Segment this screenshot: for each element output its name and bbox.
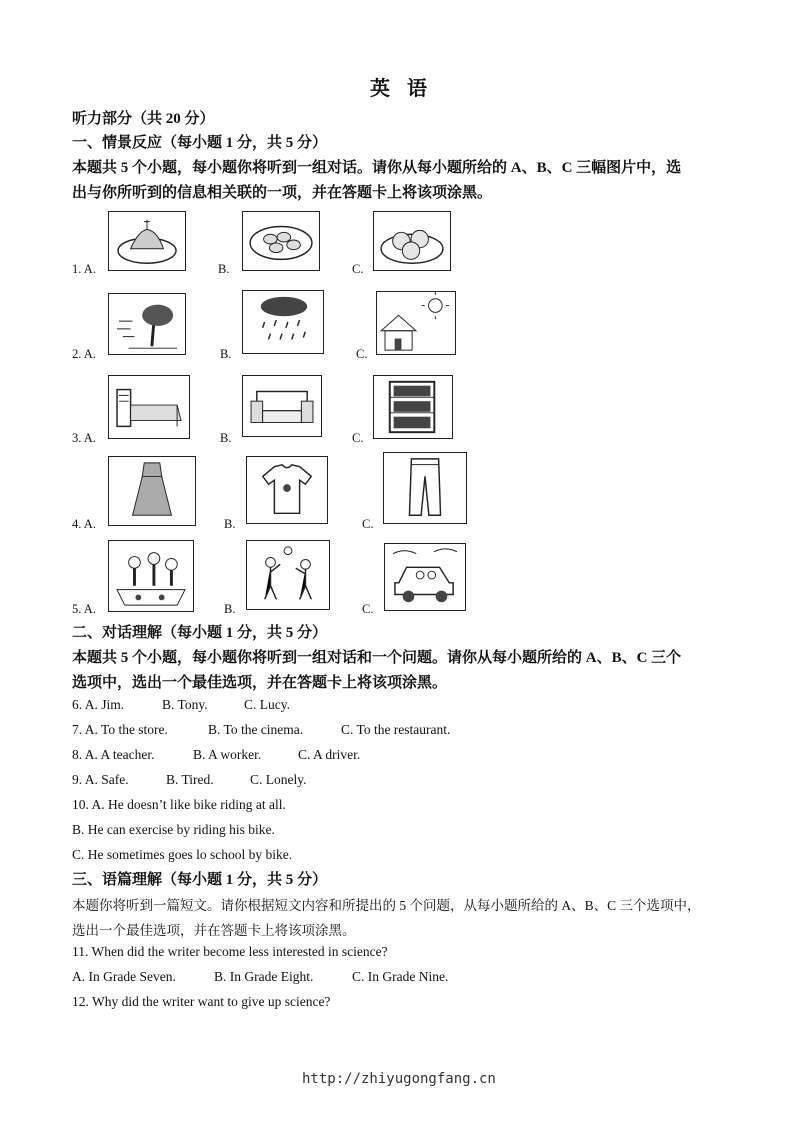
part1-heading: 一、情景反应（每小题 1 分，共 5 分） (72, 135, 328, 151)
page-title: 英 语 (370, 78, 433, 100)
q4-b-label: B. (224, 517, 236, 531)
q7-option-b: B. To the cinema. (208, 722, 304, 737)
q9-option-b: B. Tired. (166, 772, 214, 787)
bookcase-icon (373, 375, 453, 439)
q9-option-a: 9. A. Safe. (72, 772, 129, 787)
part3-instruction-1: 本题你将听到一篇短文。请你根据短文内容和所提出的 5 个问题，从每小题所给的 A、B、C 三个选项中， (72, 898, 701, 913)
trousers-icon (383, 452, 467, 524)
sofa-icon (242, 375, 322, 437)
q5-c-label: C. (362, 602, 374, 616)
part1-instruction-1: 本题共 5 个小题，每小题你将听到一组对话。请你从每小题所给的 A、B、C 三幅图片中，选 (72, 160, 682, 176)
q10-option-c: C. He sometimes goes lo school by bike. (72, 847, 293, 862)
q4-c-label: C. (362, 517, 374, 531)
cake-plate-icon (108, 211, 186, 271)
car-trip-icon (384, 543, 466, 611)
buns-plate-icon (373, 211, 451, 271)
q2-b-label: B. (220, 347, 232, 361)
part3-instruction-2: 选出一个最佳选项，并在答题卡上将该项涂黑。 (72, 923, 356, 938)
q10-option-a: 10. A. He doesn’t like bike riding at all. (72, 797, 286, 812)
q1-label: 1. A. (72, 262, 96, 276)
footer-url[interactable]: http://zhiyugongfang.cn (302, 1071, 496, 1087)
part2-instruction-1: 本题共 5 个小题，每小题你将听到一组对话和一个问题。请你从每小题所给的 A、B、C 三个 (72, 650, 682, 666)
t-shirt-icon (246, 456, 328, 524)
q8-option-a: 8. A. A teacher. (72, 747, 155, 762)
q11-option-a: A. In Grade Seven. (72, 969, 176, 984)
windy-tree-icon (108, 293, 186, 355)
part2-instruction-2: 选项中，选出一个最佳选项，并在答题卡上将该项涂黑。 (72, 675, 448, 691)
q2-c-label: C. (356, 347, 368, 361)
part1-instruction-2: 出与你所听到的信息相关联的一项，并在答题卡上将该项涂黑。 (72, 185, 493, 201)
sunny-house-icon (376, 291, 456, 355)
dress-icon (108, 456, 196, 526)
part2-heading: 二、对话理解（每小题 1 分，共 5 分） (72, 625, 328, 641)
q5-label: 5. A. (72, 602, 96, 616)
q1-c-label: C. (352, 262, 364, 276)
q9-option-c: C. Lonely. (250, 772, 307, 787)
q11-option-c: C. In Grade Nine. (352, 969, 449, 984)
ball-game-icon (246, 540, 330, 610)
bed-icon (108, 375, 190, 439)
q6-option-a: 6. A. Jim. (72, 697, 125, 712)
q7-option-a: 7. A. To the store. (72, 722, 168, 737)
q2-label: 2. A. (72, 347, 96, 361)
q3-label: 3. A. (72, 431, 96, 445)
rain-cloud-icon (242, 290, 324, 354)
q11-option-b: B. In Grade Eight. (214, 969, 314, 984)
section-listening: 听力部分（共 20 分） (72, 111, 215, 127)
picnic-icon (108, 540, 194, 612)
q8-option-b: B. A worker. (193, 747, 262, 762)
q3-b-label: B. (220, 431, 232, 445)
q3-c-label: C. (352, 431, 364, 445)
q4-label: 4. A. (72, 517, 96, 531)
q11-question: 11. When did the writer become less interested in science? (72, 944, 388, 959)
q10-option-b: B. He can exercise by riding his bike. (72, 822, 275, 837)
q8-option-c: C. A driver. (298, 747, 361, 762)
q7-option-c: C. To the restaurant. (341, 722, 451, 737)
part3-heading: 三、语篇理解（每小题 1 分，共 5 分） (72, 872, 328, 888)
q12-question: 12. Why did the writer want to give up science? (72, 994, 331, 1009)
q5-b-label: B. (224, 602, 236, 616)
dumplings-plate-icon (242, 211, 320, 271)
q6-option-c: C. Lucy. (244, 697, 290, 712)
q1-b-label: B. (218, 262, 230, 276)
q6-option-b: B. Tony. (162, 697, 208, 712)
